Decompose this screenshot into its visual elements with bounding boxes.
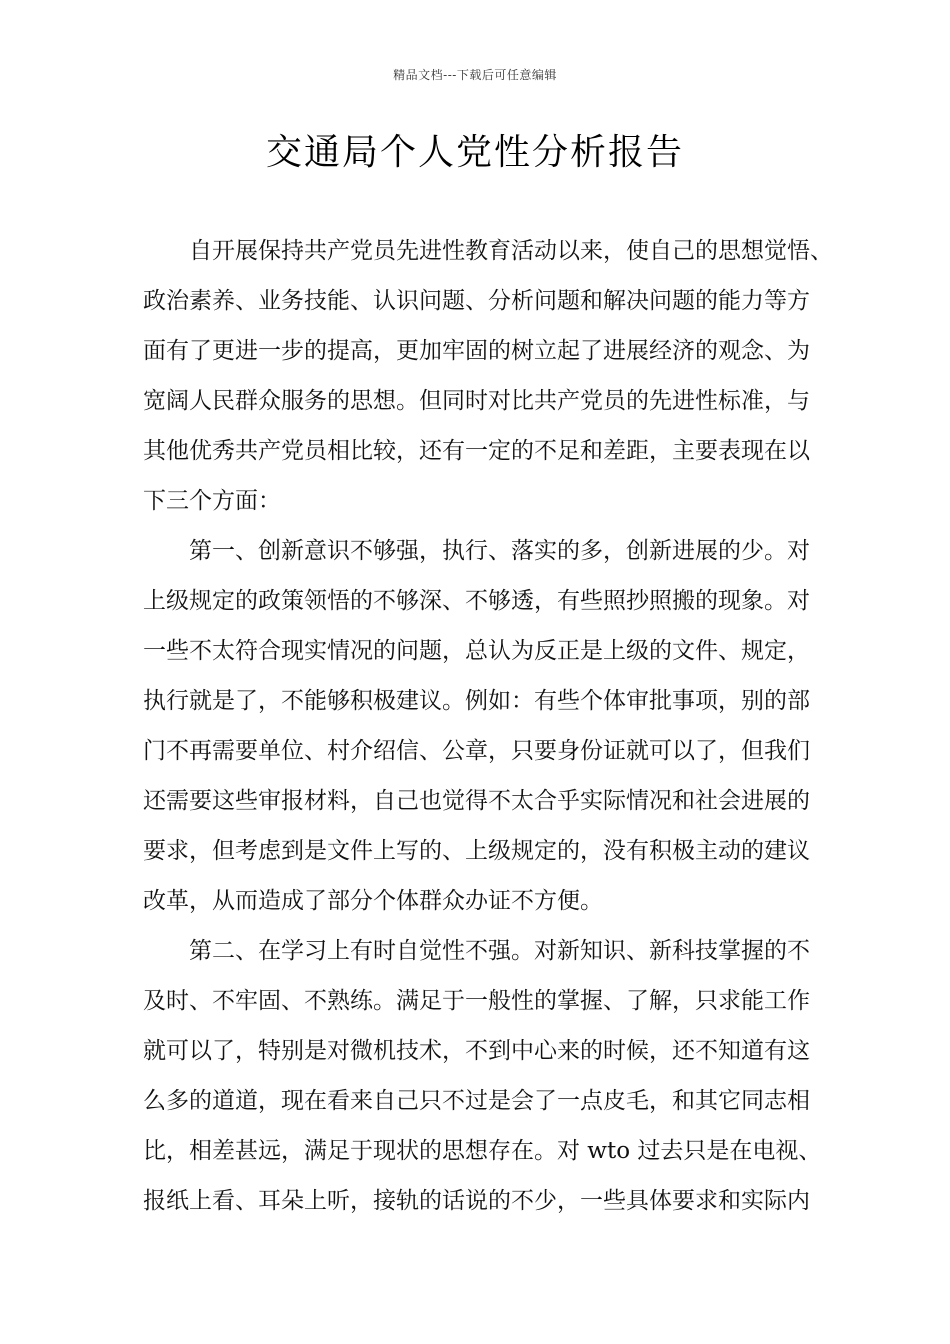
body-line: 自开展保持共产党员先进性教育活动以来，使自己的思想觉悟、 [143, 238, 833, 264]
header-note: 精品文档---下载后可任意编辑 [393, 68, 557, 82]
body-line: 比，相差甚远，满足于现状的思想存在。对 wto 过去只是在电视、 [143, 1138, 822, 1164]
body-line: 报纸上看、耳朵上听，接轨的话说的不少，一些具体要求和实际内 [143, 1188, 810, 1214]
body-line: 第一、创新意识不够强，执行、落实的多，创新进展的少。对 [143, 538, 810, 564]
body-line: 执行就是了，不能够积极建议。例如：有些个体审批事项，别的部 [143, 688, 810, 714]
body-line: 就可以了，特别是对微机技术，不到中心来的时候，还不知道有这 [143, 1038, 810, 1064]
body-line: 门不再需要单位、村介绍信、公章，只要身份证就可以了，但我们 [143, 738, 810, 764]
body-line: 么多的道道，现在看来自己只不过是会了一点皮毛，和其它同志相 [143, 1088, 810, 1114]
body-line: 及时、不牢固、不熟练。满足于一般性的掌握、了解，只求能工作 [143, 988, 810, 1014]
body-line: 要求，但考虑到是文件上写的、上级规定的，没有积极主动的建议 [143, 838, 810, 864]
body-line: 面有了更进一步的提高，更加牢固的树立起了进展经济的观念、为 [143, 338, 810, 364]
body-line: 上级规定的政策领悟的不够深、不够透，有些照抄照搬的现象。对 [143, 588, 810, 614]
body-line: 一些不太符合现实情况的问题，总认为反正是上级的文件、规定， [143, 638, 810, 664]
body-line: 下三个方面： [143, 488, 281, 514]
body-line: 还需要这些审报材料，自己也觉得不太合乎实际情况和社会进展的 [143, 788, 810, 814]
body-line: 改革，从而造成了部分个体群众办证不方便。 [143, 888, 603, 914]
body-line: 政治素养、业务技能、认识问题、分析问题和解决问题的能力等方 [143, 288, 810, 314]
body-line: 第二、在学习上有时自觉性不强。对新知识、新科技掌握的不 [143, 938, 810, 964]
document-body [143, 226, 833, 1226]
document-title: 交通局个人党性分析报告 [265, 132, 684, 173]
body-line: 其他优秀共产党员相比较，还有一定的不足和差距，主要表现在以 [143, 438, 810, 464]
body-line: 宽阔人民群众服务的思想。但同时对比共产党员的先进性标准，与 [143, 388, 810, 414]
